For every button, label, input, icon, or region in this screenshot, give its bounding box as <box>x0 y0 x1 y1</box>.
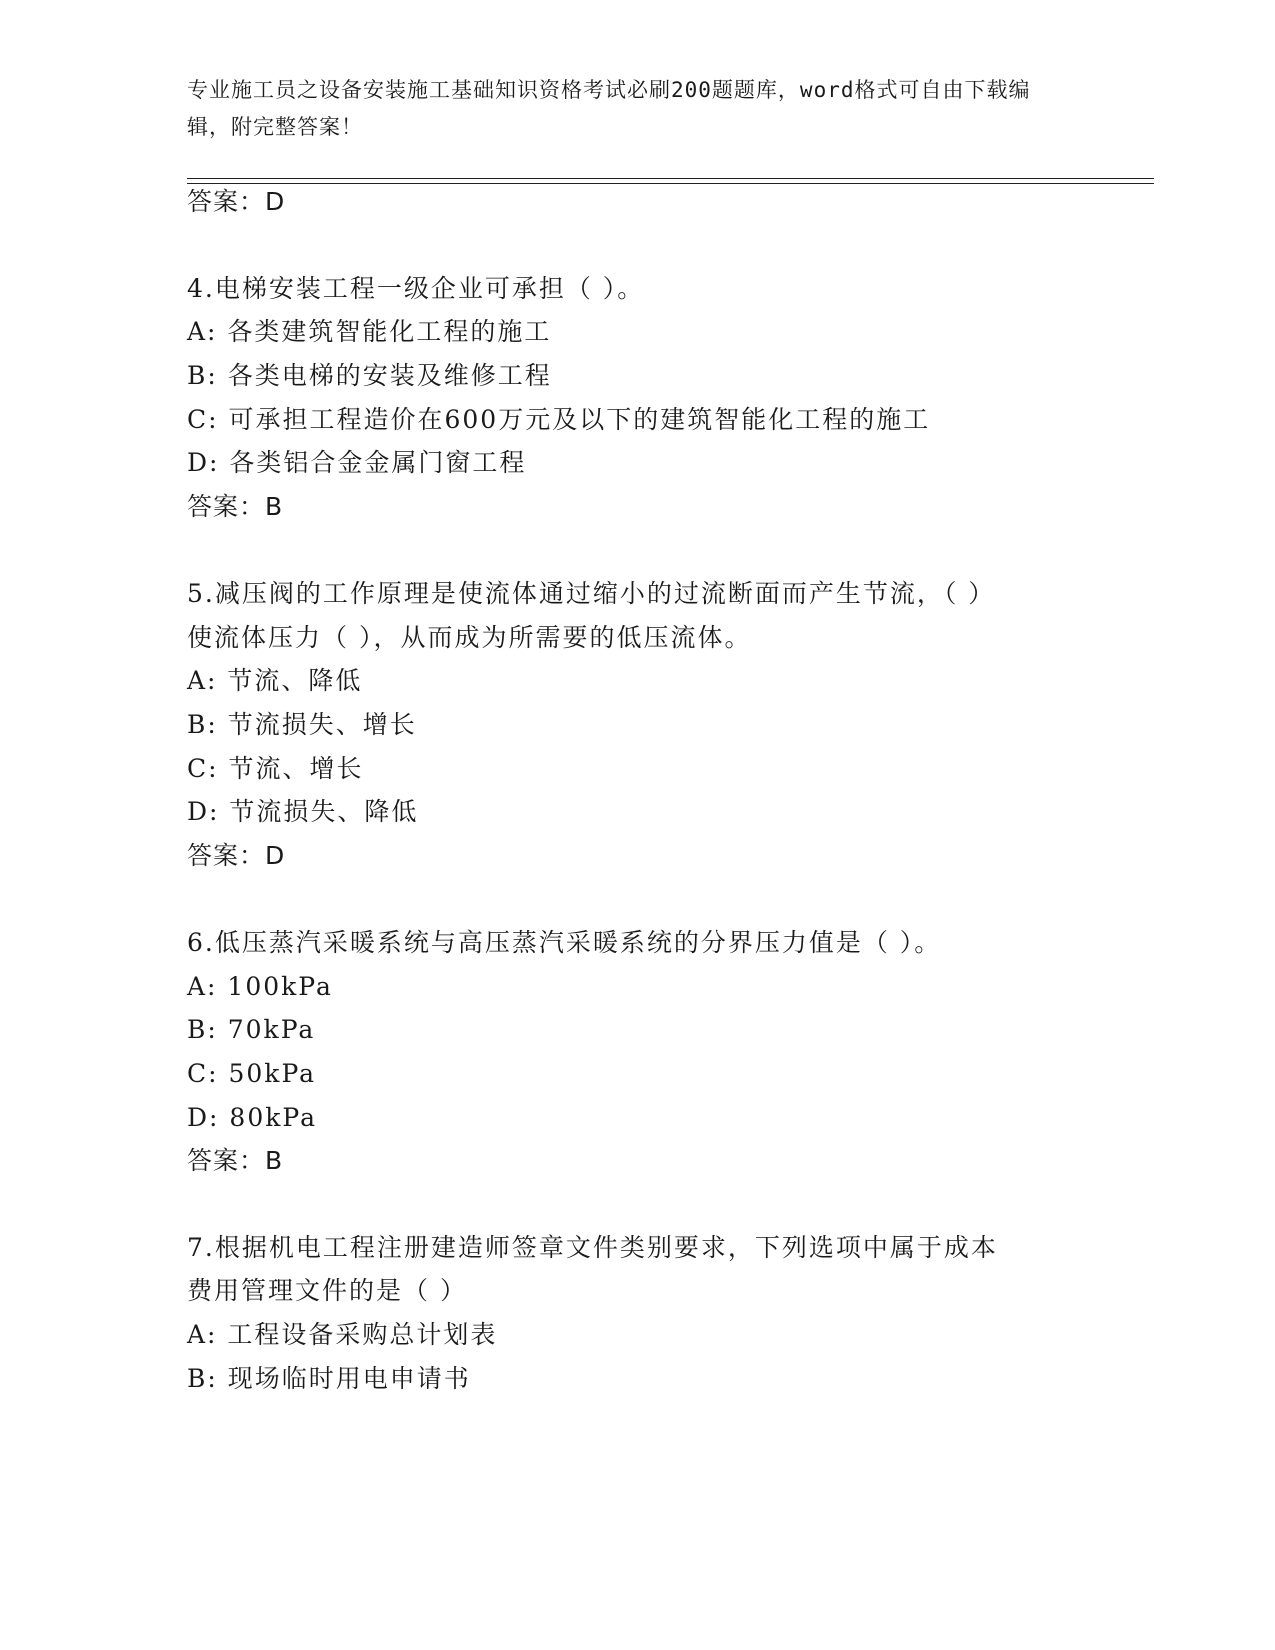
question-4-option-c: C: 可承担工程造价在600万元及以下的建筑智能化工程的施工 <box>187 405 931 434</box>
question-7-text-line-2: 费用管理文件的是（ ） <box>187 1276 467 1305</box>
question-5-text-line-1: 5.减压阀的工作原理是使流体通过缩小的过流断面而产生节流，（ ） <box>187 579 996 608</box>
question-6-option-d: D: 80kPa <box>187 1103 317 1132</box>
question-5-text-line-2: 使流体压力（ ），从而成为所需要的低压流体。 <box>187 623 752 652</box>
question-5-option-d: D: 节流损失、降低 <box>187 797 419 826</box>
question-4-option-d: D: 各类铝合金金属门窗工程 <box>187 448 527 477</box>
question-4-answer: 答案：B <box>187 492 284 521</box>
question-4-text: 4.电梯安装工程一级企业可承担（ ）。 <box>187 274 645 303</box>
document-header: 专业施工员之设备安装施工基础知识资格考试必刷200题题库，word格式可自由下载编辑，附完整答案！ <box>187 78 1031 139</box>
question-5-option-b: B: 节流损失、增长 <box>187 710 417 739</box>
question-7-option-a: A: 工程设备采购总计划表 <box>187 1320 498 1349</box>
question-6-answer: 答案：B <box>187 1146 284 1175</box>
question-4-option-a: A: 各类建筑智能化工程的施工 <box>187 317 552 346</box>
question-5-option-a: A: 节流、降低 <box>187 666 363 695</box>
question-6-option-a: A: 100kPa <box>187 972 333 1001</box>
question-6-option-b: B: 70kPa <box>187 1015 316 1044</box>
header-divider-bottom <box>187 183 1154 184</box>
question-6-option-c: C: 50kPa <box>187 1059 317 1088</box>
answer-label: 答案：D <box>187 187 286 216</box>
question-5-answer: 答案：D <box>187 841 286 870</box>
question-4-option-b: B: 各类电梯的安装及维修工程 <box>187 361 552 390</box>
question-6-text: 6.低压蒸汽采暖系统与高压蒸汽采暖系统的分界压力值是（ ）。 <box>187 928 942 957</box>
question-5-option-c: C: 节流、增长 <box>187 754 364 783</box>
question-7-option-b: B: 现场临时用电申请书 <box>187 1364 471 1393</box>
header-divider-top <box>187 178 1154 179</box>
question-7-text-line-1: 7.根据机电工程注册建造师签章文件类别要求，下列选项中属于成本 <box>187 1233 998 1262</box>
